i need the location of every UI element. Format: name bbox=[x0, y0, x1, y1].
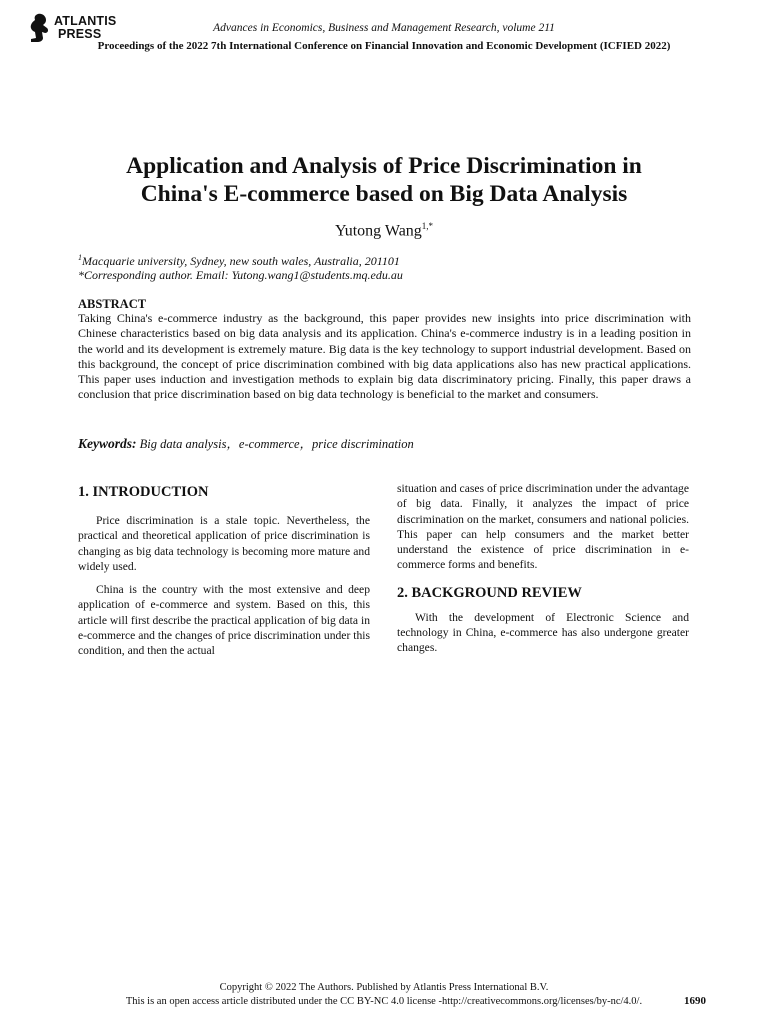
abstract-heading: ABSTRACT bbox=[78, 297, 147, 311]
abstract-text: Taking China's e-commerce industry as the background, this paper provides new insights into price discrimination with Chinese characteristics based on big data analysis and its application. China's e-commerce industry is in a leading position in the world and its development is extremely mature. Big data is the key technology to support industrial development. Based on this background, the concept of price discrimination combined with big data applications also has new practical applications. This paper uses induction and investigation methods to explain big data discriminatory pricing. Finally, this paper draws a conclusion that price discrimination based on big data technology is beneficial to the market and consumers. bbox=[78, 311, 691, 402]
section-heading-background: 2. BACKGROUND REVIEW bbox=[397, 584, 582, 601]
copyright-notice: Copyright © 2022 The Authors. Published by Atlantis Press International B.V. bbox=[219, 982, 549, 993]
corresponding-author: *Corresponding author. Email: Yutong.wang1@students.mq.edu.au bbox=[78, 268, 403, 282]
page-number: 1690 bbox=[684, 995, 706, 1007]
background-paragraph-1: With the development of Electronic Science and technology in China, e-commerce has also undergone greater changes. bbox=[397, 610, 689, 655]
affiliation-text: Macquarie university, Sydney, new south wales, Australia, 201101 bbox=[82, 254, 400, 268]
intro-paragraph-1: Price discrimination is a stale topic. Nevertheless, the practical and theoretical application of price discrimination is changing as big data technology is becoming more mature and widely used. bbox=[78, 514, 370, 573]
affiliations bbox=[78, 251, 403, 282]
intro-paragraph-2-continued: situation and cases of price discrimination under the advantage of big data. Finally, it analyzes the impact of price discrimination on the market, consumers and national policies. This paper can help consumers and the market better understand the existence of price discrimination in e-commerce forms and benefits. bbox=[397, 482, 689, 572]
right-column bbox=[397, 481, 689, 656]
keywords-list: Big data analysis，e-commerce，price discrimination bbox=[136, 437, 414, 451]
keywords-label: Keywords: bbox=[78, 436, 137, 451]
title-line-2: China's E-commerce based on Big Data Analysis bbox=[140, 181, 628, 207]
author-name: Yutong Wang bbox=[334, 222, 422, 240]
affiliation-marker: 1 bbox=[78, 253, 82, 262]
venue-line: Advances in Economics, Business and Management Research, volume 211 bbox=[213, 22, 555, 34]
keywords bbox=[78, 436, 414, 452]
paper-title bbox=[40, 152, 728, 208]
title-line-1: Application and Analysis of Price Discrimination in bbox=[126, 153, 642, 179]
author-marker: 1,* bbox=[421, 221, 434, 231]
logo-line-2: PRESS bbox=[58, 27, 102, 41]
left-column bbox=[78, 483, 370, 659]
proceedings-line: Proceedings of the 2022 7th International Conference on Financial Innovation and Economic Development (ICFIED 2022) bbox=[97, 40, 671, 52]
affiliation-line bbox=[78, 251, 403, 268]
footer bbox=[0, 981, 768, 1009]
section-heading-introduction: 1. INTRODUCTION bbox=[78, 484, 209, 500]
intro-paragraph-2: China is the country with the most extensive and deep application of e-commerce and system. Based on this, this article will first describe the practical application of big data in e-commerce and the changes of price discrimination under this condition, and then the actual bbox=[78, 583, 370, 658]
logo-line-1: ATLANTIS bbox=[54, 14, 117, 28]
author bbox=[0, 216, 768, 241]
license-notice: This is an open access article distributed under the CC BY-NC 4.0 license -http://creativecommons.org/licenses/by-nc/4.0/. bbox=[125, 996, 643, 1007]
